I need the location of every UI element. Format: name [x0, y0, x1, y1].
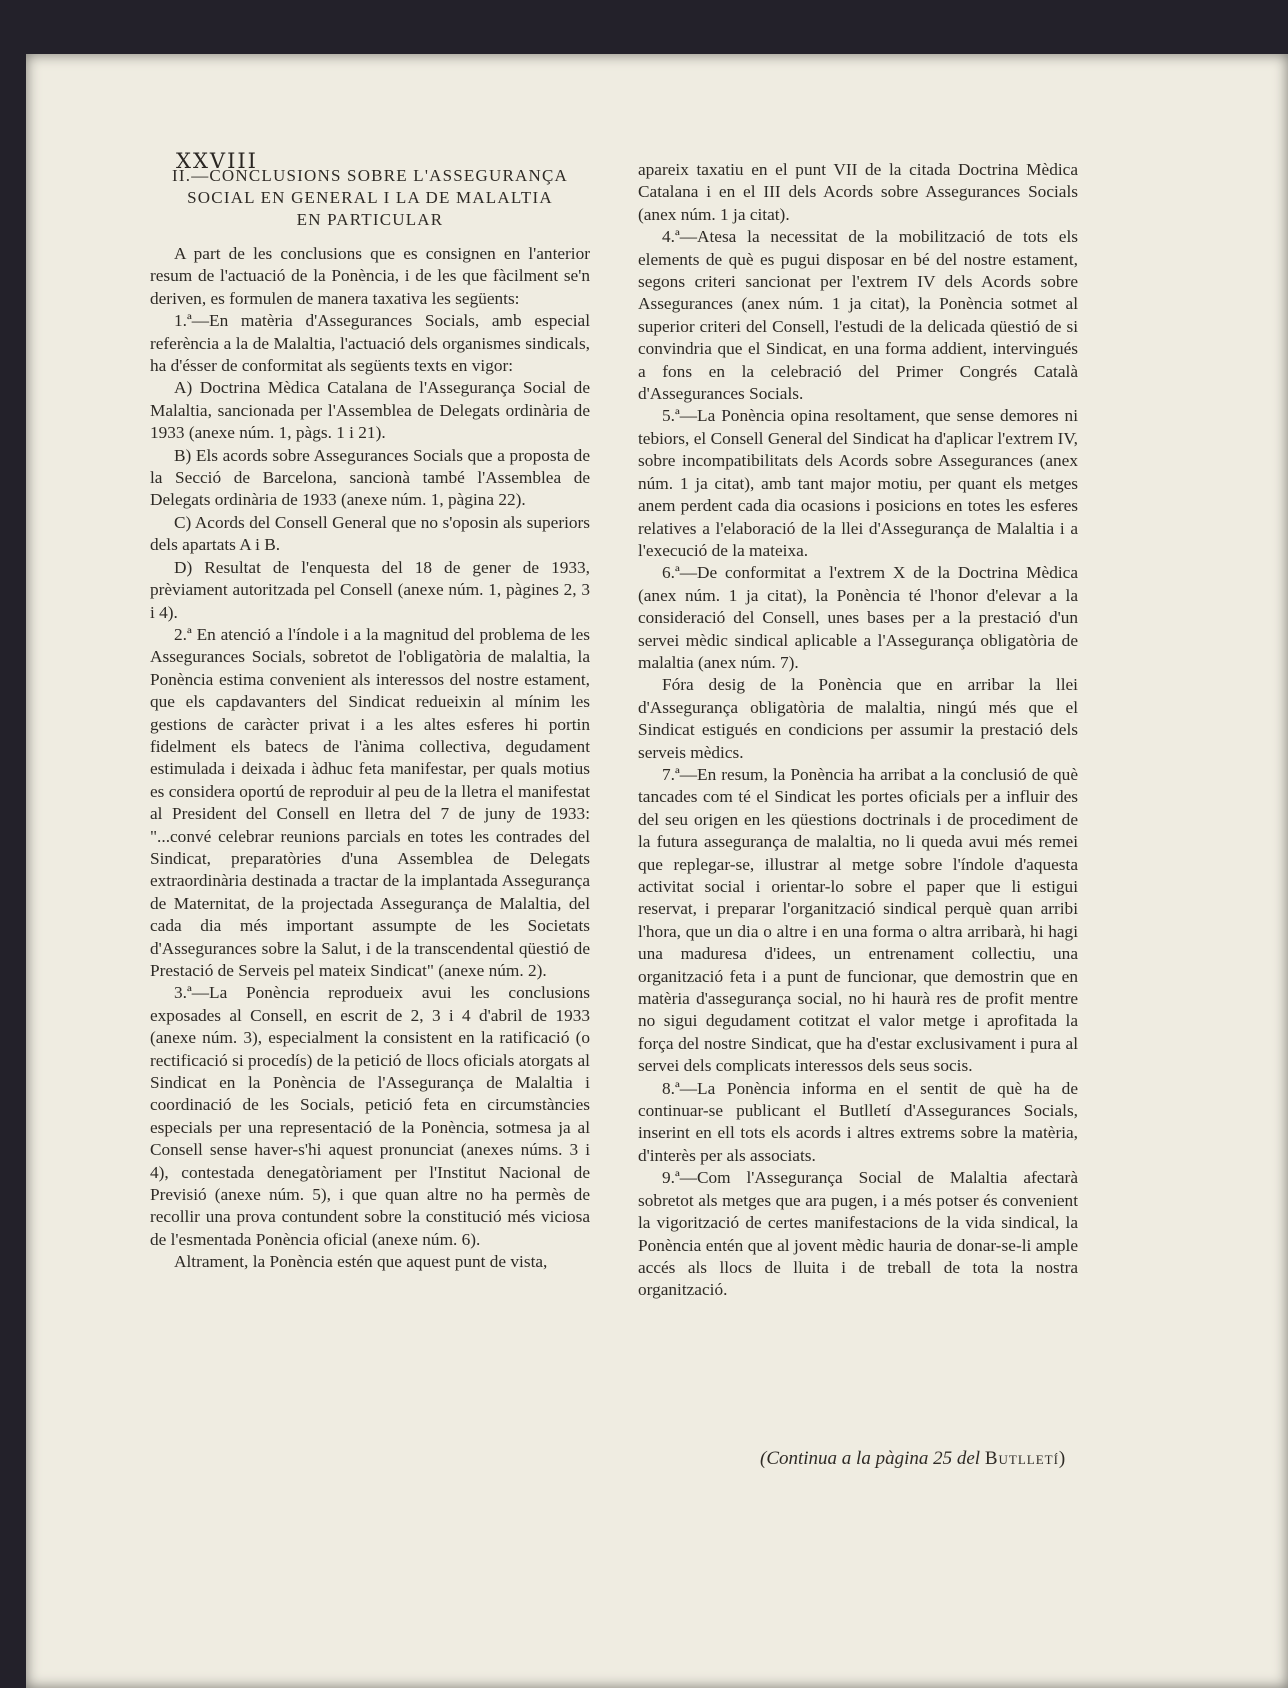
continuation-text: (Continua a la pàgina 25 del [760, 1448, 981, 1469]
heading-line-1: II.—CONCLUSIONS SOBRE L'ASSEGURANÇA [172, 166, 568, 185]
paragraph: A) Doctrina Mèdica Catalana de l'Assegurança Social de Malaltia, sancionada per l'Assemblea de Delegats ordinària de 1933 (anexe núm. 1, pàgs. 1 i 21). [150, 378, 590, 443]
paragraph: 4.ª—Atesa la necessitat de la mobilització de tots els elements de què es pugui disposar en bé del nostre estament, segons criteri sancionat per l'extrem IV dels Acords sobre Assegurances (anex núm. 1 ja citat), la Ponència sotmet al superior criteri del Consell, l'estudi de la delicada qüestió de si convindria que el Sindicat, en una forma addient, intervingués a fons en la celebració del Primer Congrés Català d'Assegurances Socials. [638, 227, 1078, 404]
section-heading [150, 165, 590, 231]
paragraph: C) Acords del Consell General que no s'oposin als superiors dels apartats A i B. [150, 512, 590, 555]
paragraph: 6.ª—De conformitat a l'extrem X de la Doctrina Mèdica (anex núm. 1 ja citat), la Ponència té l'honor d'elevar a la consideració del Consell, unes bases per a la prestació d'un servei mèdic sindical aplicable a l'Assegurança obligatòria de malaltia (anex núm. 7). [638, 563, 1078, 672]
left-column [150, 165, 590, 1274]
paragraph: A part de les conclusions que es consignen en l'anterior resum de l'actuació de la Ponència, i de les que fàcilment se'n deriven, es formulen de manera taxativa les següents: [150, 244, 590, 308]
heading-line-2: SOCIAL EN GENERAL I LA DE MALALTIA [187, 188, 553, 207]
right-column [638, 159, 1078, 1302]
paragraph: 2.ª En atenció a l'índole i a la magnitud del problema de les Assegurances Socials, sobretot de l'obligatòria de malaltia, la Ponència estima convenient als interessos del nostre estament, que els capdavanters del Sindicat redueixin al mínim les gestions de caràcter privat i a les altes esferes hi portin fidelment els batecs de l'ànima collectiva, degudament estimulada i deixada i àdhuc feta manifestar, per quals motius es considera oportú de reproduir al peu de la lletra el manifestat al President del Consell en lletra del 7 de juny de 1933: "...convé celebrar reunions parcials en totes les contrades del Sindicat, preparatòries d'una Assemblea de Delegats extraordinària destinada a tractar de la implantada Assegurança de Maternitat, de la projectada Assegurança de Malaltia, del cada dia més important assumpte de les Societats d'Assegurances sobre la Salut, i de la transcendental qüestió de Prestació de Serveis pel mateix Sindicat" (anexe núm. 2). [150, 624, 591, 980]
heading-line-3: EN PARTICULAR [296, 210, 444, 229]
paragraph: 7.ª—En resum, la Ponència ha arribat a la conclusió de què tancades com té el Sindicat les portes oficials per a influir des del seu origen en les qüestions doctrinals i de procediment de la futura assegurança de malaltia, no li queda avui més remei que replegar-se, illustrar al metge sobre l'índole d'aquesta activitat social i orientar-lo sobre el paper que li estigui reservat, i preparar l'organització sindical perquè quan arribi l'hora, que un dia o altre i en una forma o altra arribarà, hi hagi una maduresa d'idees, un entrenament collectiu, una organització feta i a punt de funcionar, que demostrin que en matèria d'assegurança social, no hi haurà res de profit mentre no sigui degudament cotitzat el valor metge i aprofitada la força del nostre Sindicat, que ha d'estar exclusivament i pura al servei dels complicats interessos dels seus socis. [638, 764, 1078, 1076]
paragraph: 1.ª—En matèria d'Assegurances Socials, amb especial referència a la de Malaltia, l'actuació dels organismes sindicals, ha d'ésser de conformitat als següents texts en vigor: [150, 311, 590, 376]
paragraph: 8.ª—La Ponència informa en el sentit de què ha de continuar-se publicant el Butlletí d'Assegurances Socials, inserint en ell tots els acords i altres extrems sobre la matèria, d'interès per als associats. [638, 1078, 1078, 1165]
paragraph: 5.ª—La Ponència opina resoltament, que sense demores ni tebiors, el Consell General del Sindicat ha d'aplicar l'extrem IV, sobre incompatibilitats dels Acords sobre Assegurances (anex núm. 1 ja citat), amb tant major motiu, per quant els metges anem perdent cada dia ocasions i posicions en totes les esferes relatives a l'elaboració de la llei d'Assegurança de Malaltia i a l'execució de la mateixa. [638, 406, 1078, 560]
paragraph: 9.ª—Com l'Assegurança Social de Malaltia afectarà sobretot als metges que ara pugen, i a més potser és convenient la vigorització de certes manifestacions de la vida sindical, la Ponència entén que al jovent mèdic hauria de donar-se-li ample accés als llocs de lluita i de treball de tota la nostra organització. [638, 1168, 1078, 1300]
paragraph: B) Els acords sobre Assegurances Socials que a proposta de la Secció de Barcelona, sancionà també l'Assemblea de Delegats ordinària de 1933 (anexe núm. 1, pàgina 22). [150, 445, 590, 510]
page-number: XXVIII [176, 149, 258, 173]
continuation-note [760, 1448, 1066, 1470]
paragraph: Fóra desig de la Ponència que en arribar la llei d'Assegurança obligatòria de malaltia, ningú més que el Sindicat estigués en condicions per assumir la prestació dels serveis mèdics. [638, 675, 1078, 762]
paragraph: D) Resultat de l'enquesta del 18 de gener de 1933, prèviament autoritzada pel Consell (anexe núm. 1, pàgines 2, 3 i 4). [150, 557, 590, 622]
paragraph: apareix taxatiu en el punt VII de la citada Doctrina Mèdica Catalana i en el III dels Acords sobre Assegurances Socials (anex núm. 1 ja citat). [638, 160, 1078, 224]
continuation-bulletin: Butlletí) [984, 1448, 1067, 1469]
paragraph: 3.ª—La Ponència reprodueix avui les conclusions exposades al Consell, en escrit de 2, 3 i 4 d'abril de 1933 (anexe núm. 3), especialment la consistent en la ratificació (o rectificació si procedís) de la petició de llocs oficials atorgats al Sindicat en la Ponència de l'Assegurança de Malaltia i coordinació de les Socials, petició feta en circumstàncies especials per una representació de la Ponència, sotmesa ja al Consell sense haver-s'hi aquest pronunciat (anexes núms. 3 i 4), contestada denegatòriament per l'Institut Nacional de Previsió (anexe núm. 5), i que quan altre no ha permès de recollir una prova contundent sobre la constitució més viciosa de l'esmentada Ponència oficial (anexe núm. 6). [150, 983, 590, 1249]
paragraph: Altrament, la Ponència estén que aquest punt de vista, [174, 1252, 548, 1272]
